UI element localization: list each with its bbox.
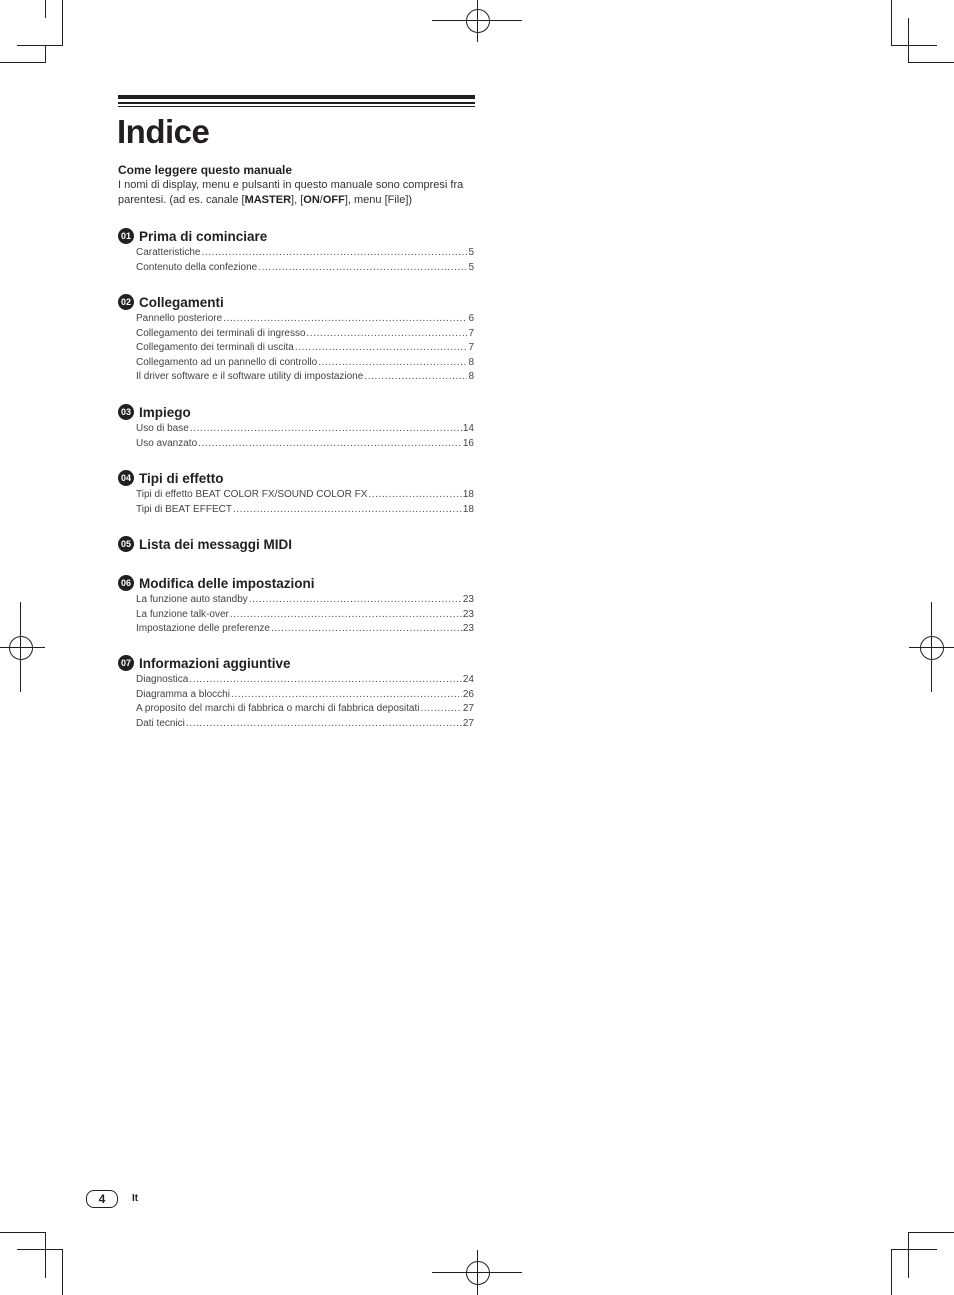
toc-entry[interactable]: Il driver software e il software utility di impostazione ..... 8: [136, 370, 474, 385]
crop-mark: [908, 62, 954, 63]
language-code: It: [132, 1193, 139, 1204]
toc-section-03: [118, 403, 474, 451]
crop-mark: [45, 0, 46, 18]
crop-mark: [891, 45, 937, 46]
section-number-badge: 05: [118, 536, 134, 552]
section-title[interactable]: Prima di cominciare: [139, 228, 268, 244]
toc-entry[interactable]: Diagramma a blocchi ..... 26: [136, 688, 474, 703]
toc-entry[interactable]: Contenuto della confezione ..... 5: [136, 261, 474, 276]
registration-circle: [920, 636, 944, 660]
section-number-badge: 04: [118, 470, 134, 486]
intro-heading: Come leggere questo manuale: [118, 163, 293, 177]
intro-bold: OFF: [322, 193, 345, 206]
toc-entry[interactable]: Pannello posteriore ..... 6: [136, 312, 474, 327]
toc-entry[interactable]: La funzione talk-over ..... 23: [136, 608, 474, 623]
section-title[interactable]: Lista dei messaggi MIDI: [139, 536, 293, 552]
section-number-badge: 01: [118, 228, 134, 244]
toc-entry[interactable]: A proposito del marchi di fabbrica o marchi di fabbrica depositati ..... 27: [136, 702, 474, 717]
crop-mark: [908, 1232, 954, 1233]
toc-entry[interactable]: La funzione auto standby ..... 23: [136, 593, 474, 608]
registration-circle: [466, 9, 490, 33]
section-title[interactable]: Tipi di effetto: [139, 470, 224, 486]
toc-section-02: [118, 293, 474, 385]
intro-text: I nomi di display, menu e pulsanti in questo manuale sono compresi fra parentesi. (ad es. canale [MASTER], [ON/OFF], menu [File]): [118, 179, 464, 206]
crop-mark: [45, 45, 46, 63]
section-number-badge: 06: [118, 575, 134, 591]
page-number: 4: [86, 1190, 118, 1208]
page-title: Indice: [117, 113, 210, 150]
toc-entry[interactable]: Collegamento dei terminali di uscita ..... 7: [136, 341, 474, 356]
toc-entry[interactable]: Diagnostica ..... 24: [136, 673, 474, 688]
registration-circle: [466, 1261, 490, 1285]
crop-mark: [908, 1232, 909, 1278]
crop-mark: [0, 62, 46, 63]
toc-entry[interactable]: Collegamento dei terminali di ingresso ..... 7: [136, 327, 474, 342]
crop-mark: [62, 0, 63, 46]
toc-section-04: [118, 469, 474, 517]
section-number-badge: 07: [118, 655, 134, 671]
crop-mark: [62, 1249, 63, 1295]
section-title[interactable]: Impiego: [139, 404, 191, 420]
section-title[interactable]: Collegamenti: [139, 294, 224, 310]
intro-bold: MASTER: [244, 193, 292, 206]
toc-entry[interactable]: Uso avanzato ..... 16: [136, 437, 474, 452]
crop-mark: [45, 1232, 46, 1278]
toc-entry[interactable]: Tipi di effetto BEAT COLOR FX/SOUND COLOR FX ..... 18: [136, 488, 474, 503]
section-number-badge: 02: [118, 294, 134, 310]
toc-section-05: [118, 535, 474, 553]
toc-entry[interactable]: Impostazione delle preferenze ..... 23: [136, 622, 474, 637]
toc-section-01: [118, 227, 474, 275]
title-rule: [118, 106, 475, 107]
crop-mark: [891, 0, 892, 46]
toc-entry[interactable]: Collegamento ad un pannello di controllo ..... 8: [136, 356, 474, 371]
intro-bold: ON: [303, 193, 320, 206]
toc-entry[interactable]: Tipi di BEAT EFFECT ..... 18: [136, 503, 474, 518]
toc-section-07: [118, 654, 474, 731]
title-rule: [118, 102, 475, 104]
crop-mark: [891, 1249, 937, 1250]
toc-entry[interactable]: Caratteristiche ..... 5: [136, 246, 474, 261]
crop-mark: [908, 18, 909, 63]
registration-circle: [9, 636, 33, 660]
section-title[interactable]: Informazioni aggiuntive: [139, 655, 291, 671]
crop-mark: [0, 1232, 46, 1233]
section-number-badge: 03: [118, 404, 134, 420]
toc-section-06: [118, 574, 474, 637]
title-rule: [118, 95, 475, 99]
crop-mark: [17, 1249, 63, 1250]
toc-entry[interactable]: Dati tecnici ..... 27: [136, 717, 474, 732]
crop-mark: [891, 1249, 892, 1295]
section-title[interactable]: Modifica delle impostazioni: [139, 575, 315, 591]
toc-entry[interactable]: Uso di base ..... 14: [136, 422, 474, 437]
crop-mark: [17, 45, 63, 46]
